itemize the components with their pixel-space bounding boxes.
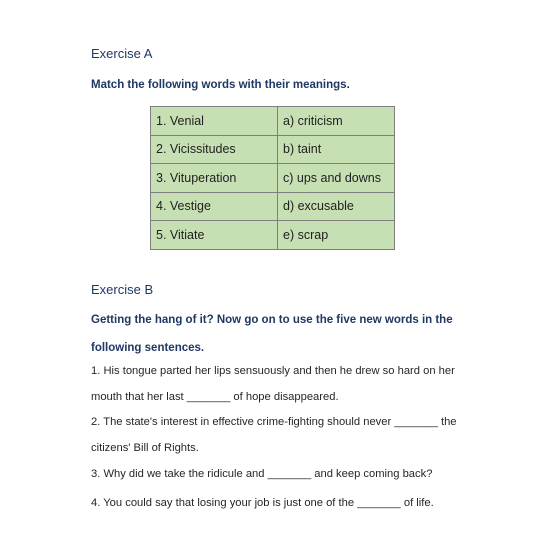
meaning-cell: d) excusable [278,192,395,221]
meaning-cell: e) scrap [278,221,395,250]
sentence-3: 3. Why did we take the ridicule and _______ and keep coming back? [91,468,433,480]
word-cell: 4. Vestige [151,192,278,221]
table-row [151,192,395,221]
meaning-cell: c) ups and downs [278,164,395,193]
table-row [151,107,395,136]
exercise-a-title: Exercise A [91,46,153,61]
table-row [151,164,395,193]
meaning-cell: a) criticism [278,107,395,136]
table-row [151,135,395,164]
sentence-2: 2. The state's interest in effective crime-fighting should never _______ the citizens' Bill of Rights. [91,416,457,454]
meaning-cell: b) taint [278,135,395,164]
exercise-b-instruction: Getting the hang of it? Now go on to use the five new words in the following sentences. [91,314,453,354]
exercise-b-title: Exercise B [91,282,154,297]
word-cell: 2. Vicissitudes [151,135,278,164]
sentence-1: 1. His tongue parted her lips sensuously and then he drew so hard on her mouth that her last _______ of hope disappeared. [91,365,455,403]
matching-table [150,106,395,250]
exercise-a-instruction: Match the following words with their meanings. [91,79,350,91]
table-row [151,221,395,250]
sentence-4: 4. You could say that losing your job is just one of the _______ of life. [91,497,434,509]
word-cell: 3. Vituperation [151,164,278,193]
word-cell: 5. Vitiate [151,221,278,250]
word-cell: 1. Venial [151,107,278,136]
